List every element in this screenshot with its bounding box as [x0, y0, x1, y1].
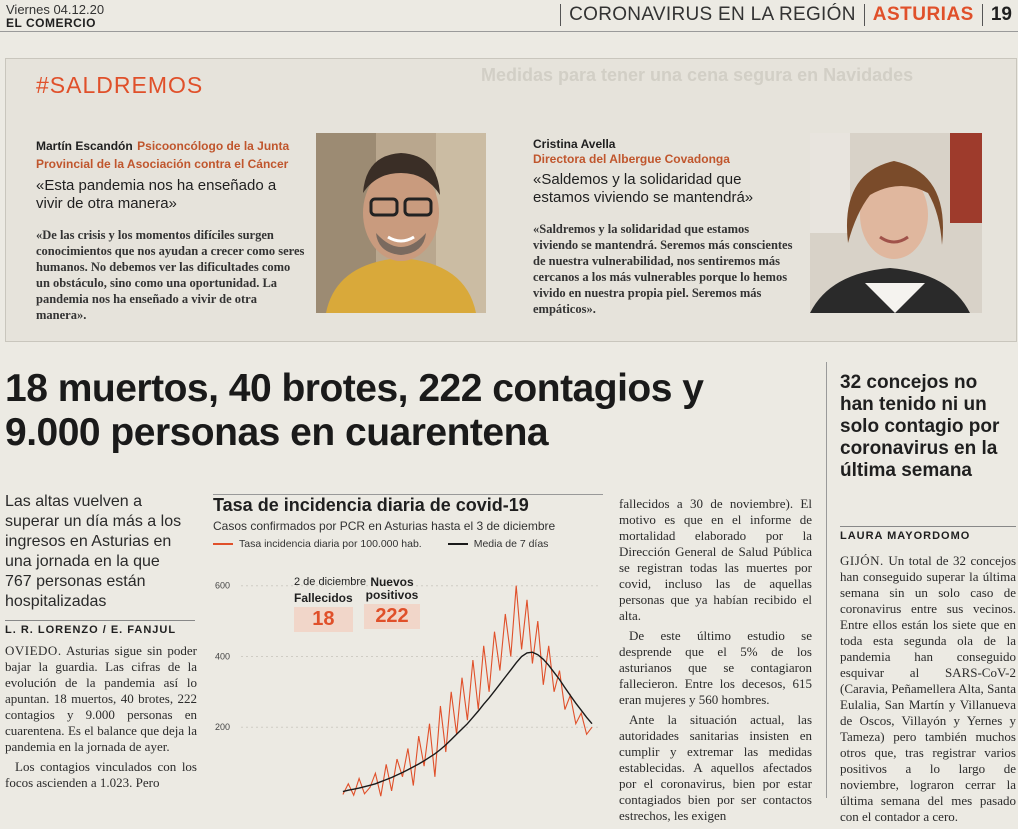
kpi-date: 2 de diciembre	[294, 576, 367, 588]
legend-label-average: Media de 7 días	[473, 538, 549, 550]
region-label: ASTURIAS	[872, 4, 974, 25]
person-name: Martín Escandón	[36, 139, 133, 153]
dateline: GIJÓN.	[840, 553, 884, 568]
kpi-new-label: Nuevos positivos	[365, 575, 419, 602]
y-tick-label: 400	[215, 651, 231, 662]
photo-cristina-avella	[810, 133, 982, 313]
chart-subtitle: Casos confirmados por PCR en Asturias hasta el 3 de diciembre	[213, 519, 556, 533]
sidebar-rule	[826, 362, 827, 798]
photo-martin-escandon	[316, 133, 486, 313]
divider	[864, 4, 865, 26]
article-deck: Las altas vuelven a superar un día más a los ingresos en Asturias en una jornada en la que 767 personas están hospitalizadas	[5, 493, 182, 610]
issue-date: Viernes 04.12.20	[6, 2, 105, 17]
divider	[982, 4, 983, 26]
paragraph: Un total de 32 concejos han conseguido superar la última semana sin un solo caso de coronavirus entre sus vecinos. Entre ellos están los siete que en toda esta segunda ola de la pandemia han conseguido esquivar al SARS-CoV-2 (Caravia, Peñamellera Alta, Santa Eulalia, San Martín y Villanueva de Oscos, Villayón y Yernes y Tameza) pero también muchos otros que, tras registrar varios positivos a lo largo de noviembre, lograron cerrar la última semana del mes pasado con el contador a cero.	[840, 553, 1017, 824]
saldremos-box	[5, 58, 1017, 342]
kpi-deaths-label: Fallecidos	[294, 591, 353, 605]
person-role: Directora del Albergue Covadonga	[533, 152, 730, 166]
legend-label-daily: Tasa incidencia diaria por 100.000 hab.	[239, 538, 422, 550]
main-headline: 18 muertos, 40 brotes, 222 contagios y 9.000 personas en cuarentena	[5, 367, 704, 454]
article-column-3	[619, 496, 812, 828]
person-statement: «Saldremos y la solidaridad que estamos viviendo se mantendrá. Seremos más conscientes de nuestra vulnerabilidad, nos sentiremos más cercanos a los más vulnerables porque lo hemos vivido en nuestra propia piel. Seremos más empáticos».	[533, 222, 793, 316]
divider	[560, 4, 561, 26]
bleed-through-headline: Medidas para tener una cena segura en Navidades	[481, 65, 914, 85]
newspaper-name: EL COMERCIO	[6, 16, 96, 30]
y-tick-label: 600	[215, 580, 231, 591]
paragraph: fallecidos a 30 de noviembre). El motivo es que en el informe de mortalidad elaborado por la Dirección General de Salud Pública se registran todas las muertes por covid, incluso las de aquellas personas que ya habían recibido el alta.	[619, 496, 812, 623]
masthead-rule	[0, 31, 1018, 32]
kpi-new-cases	[364, 576, 420, 629]
kpi-deaths	[294, 592, 353, 632]
article-column-1	[5, 643, 197, 795]
paragraph: Los contagios vinculados con los focos ascienden a 1.023. Pero	[5, 759, 197, 790]
kpi-new-value: 222	[364, 604, 420, 629]
person-escandon	[36, 137, 306, 323]
person-quote: «Saldemos y la solidaridad que estamos viviendo se mantendrá»	[533, 171, 754, 206]
sidebar-text	[840, 553, 1016, 829]
paragraph: De este último estudio se desprende que el 5% de los asturianos que se contagiaron fallecieron. Entre los decesos, 615 eran mujeres y 560 hombres.	[619, 628, 812, 707]
chart-title: Tasa de incidencia diaria de covid-19	[213, 495, 529, 515]
chart-legend	[213, 538, 548, 550]
person-statement: «De las crisis y los momentos difíciles surgen conocimientos que nos ayudan a crecer como seres humanos. No debemos ver las dificultades como un obstáculo, sino como una oportunidad. La pandemia nos ha enseñado a vivir de otra manera».	[36, 228, 305, 322]
page-number: 19	[990, 4, 1012, 25]
sidebar-author: LAURA MAYORDOMO	[840, 526, 1016, 542]
sidebar-headline: 32 concejos no han tenido ni un solo contagio por coronavirus en la última semana	[840, 372, 1000, 481]
y-tick-label: 200	[215, 722, 231, 733]
person-name: Cristina Avella	[533, 137, 616, 151]
person-avella	[533, 137, 793, 317]
section-title: CORONAVIRUS EN LA REGIÓN	[569, 4, 856, 25]
article-byline: L. R. LORENZO / E. FANJUL	[5, 620, 195, 636]
legend-swatch-average	[448, 543, 468, 545]
legend-swatch-daily	[213, 543, 233, 545]
paragraph: Ante la situación actual, las autoridades sanitarias insisten en cumplir y extremar las medidas establecidas. A aquellos afectados por el coronavirus, bien por estar contagiados bien por ser contactos estrechos, les exigen	[619, 712, 812, 823]
dateline: OVIEDO.	[5, 643, 62, 658]
paragraph: Asturias sigue sin poder bajar la guardia. Las cifras de la evolución de la pandemia así lo apuntan. 18 muertos, 40 brotes, 222 contagios y 9.000 personas en cuarentena. Es el balance que deja la pandemia en la jornada de ayer.	[5, 643, 197, 754]
saldremos-hashtag: #SALDREMOS	[36, 72, 204, 98]
kpi-deaths-value: 18	[294, 607, 353, 632]
person-role: Psicooncólogo de la Junta Provincial de la Asociación contra el Cáncer	[36, 139, 290, 171]
section-header	[552, 4, 1012, 26]
person-quote: «Esta pandemia nos ha enseñado a vivir de otra manera»	[36, 177, 277, 212]
series-7day-average	[343, 652, 592, 791]
